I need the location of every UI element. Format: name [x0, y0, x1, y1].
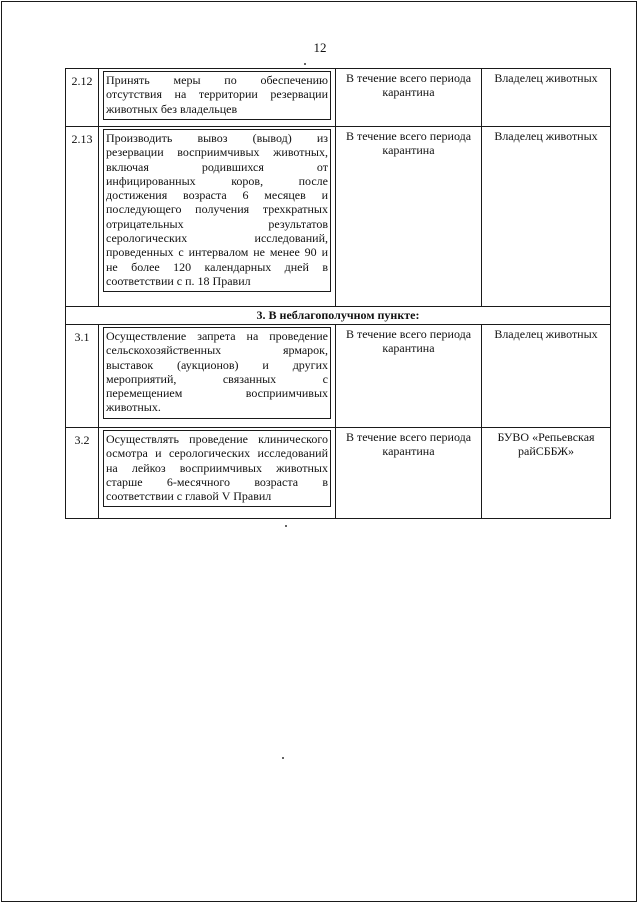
task-text [103, 71, 331, 120]
task-line: животных без владельцев [106, 101, 238, 116]
term-cell: В течение всего периода карантина [336, 428, 482, 519]
measures-table-body [66, 69, 611, 519]
item-number: 3.2 [66, 428, 99, 519]
responsible-cell: Владелец животных [482, 325, 611, 428]
task-text [103, 129, 331, 292]
term-cell: В течение всего периода карантина [336, 127, 482, 307]
task-line: на лейкоз восприимчивых животных [106, 460, 328, 475]
term-cell: В течение всего периода карантина [336, 69, 482, 127]
scan-speck [282, 757, 284, 759]
task-cell [99, 428, 336, 519]
task-line: включая родившихся от [106, 159, 328, 174]
task-cell [99, 325, 336, 428]
task-line: выставок (аукционов) и других [106, 357, 328, 372]
task-line: серологических исследований, [106, 231, 328, 246]
section-title: 3. В неблагополучном пункте: [66, 307, 611, 325]
task-line: проведенных с интервалом не менее 90 и [106, 245, 328, 260]
term-cell: В течение всего периода карантина [336, 325, 482, 428]
task-line: отрицательных результатов [106, 216, 328, 231]
task-line: сельскохозяйственных ярмарок, [106, 343, 328, 358]
task-line: животных. [106, 400, 161, 415]
task-line: отсутствия на территории резервации [106, 87, 328, 102]
task-text [103, 430, 331, 507]
task-line: Производить вывоз (вывод) из [106, 131, 328, 145]
table-row [66, 127, 611, 307]
task-line: соответствии с п. 18 Правил [106, 273, 251, 288]
page-number: 12 [313, 40, 327, 55]
measures-table [65, 68, 611, 519]
task-line: Осуществлять проведение клинического [106, 432, 328, 446]
task-text [103, 327, 331, 419]
task-line: мероприятий, связанных с [106, 371, 328, 386]
task-line: соответствии с главой V Правил [106, 489, 272, 504]
task-line: Осуществление запрета на проведение [106, 329, 328, 343]
task-cell [99, 69, 336, 127]
task-line: перемещением восприимчивых [106, 386, 328, 401]
task-line: достижения возраста 6 месяцев и [106, 188, 328, 203]
task-line: Принять меры по обеспечению [106, 73, 328, 87]
responsible-cell: БУВО «Репьевская райСББЖ» [482, 428, 611, 519]
task-line: осмотра и серологических исследований [106, 446, 328, 461]
task-line: старше 6-месячного возраста в [106, 474, 328, 489]
task-line: последующего получения трехкратных [106, 202, 328, 217]
item-number: 3.1 [66, 325, 99, 428]
task-line: не более 120 календарных дней в [106, 259, 328, 274]
task-line: резервации восприимчивых животных, [106, 145, 328, 160]
table-row [66, 325, 611, 428]
item-number: 2.13 [66, 127, 99, 307]
table-row [66, 428, 611, 519]
task-cell [99, 127, 336, 307]
scan-speck [285, 525, 287, 527]
responsible-cell: Владелец животных [482, 69, 611, 127]
item-number: 2.12 [66, 69, 99, 127]
task-line: инфицированных коров, после [106, 173, 328, 188]
scan-speck [304, 63, 306, 65]
section-row [66, 307, 611, 325]
responsible-cell: Владелец животных [482, 127, 611, 307]
table-row [66, 69, 611, 127]
